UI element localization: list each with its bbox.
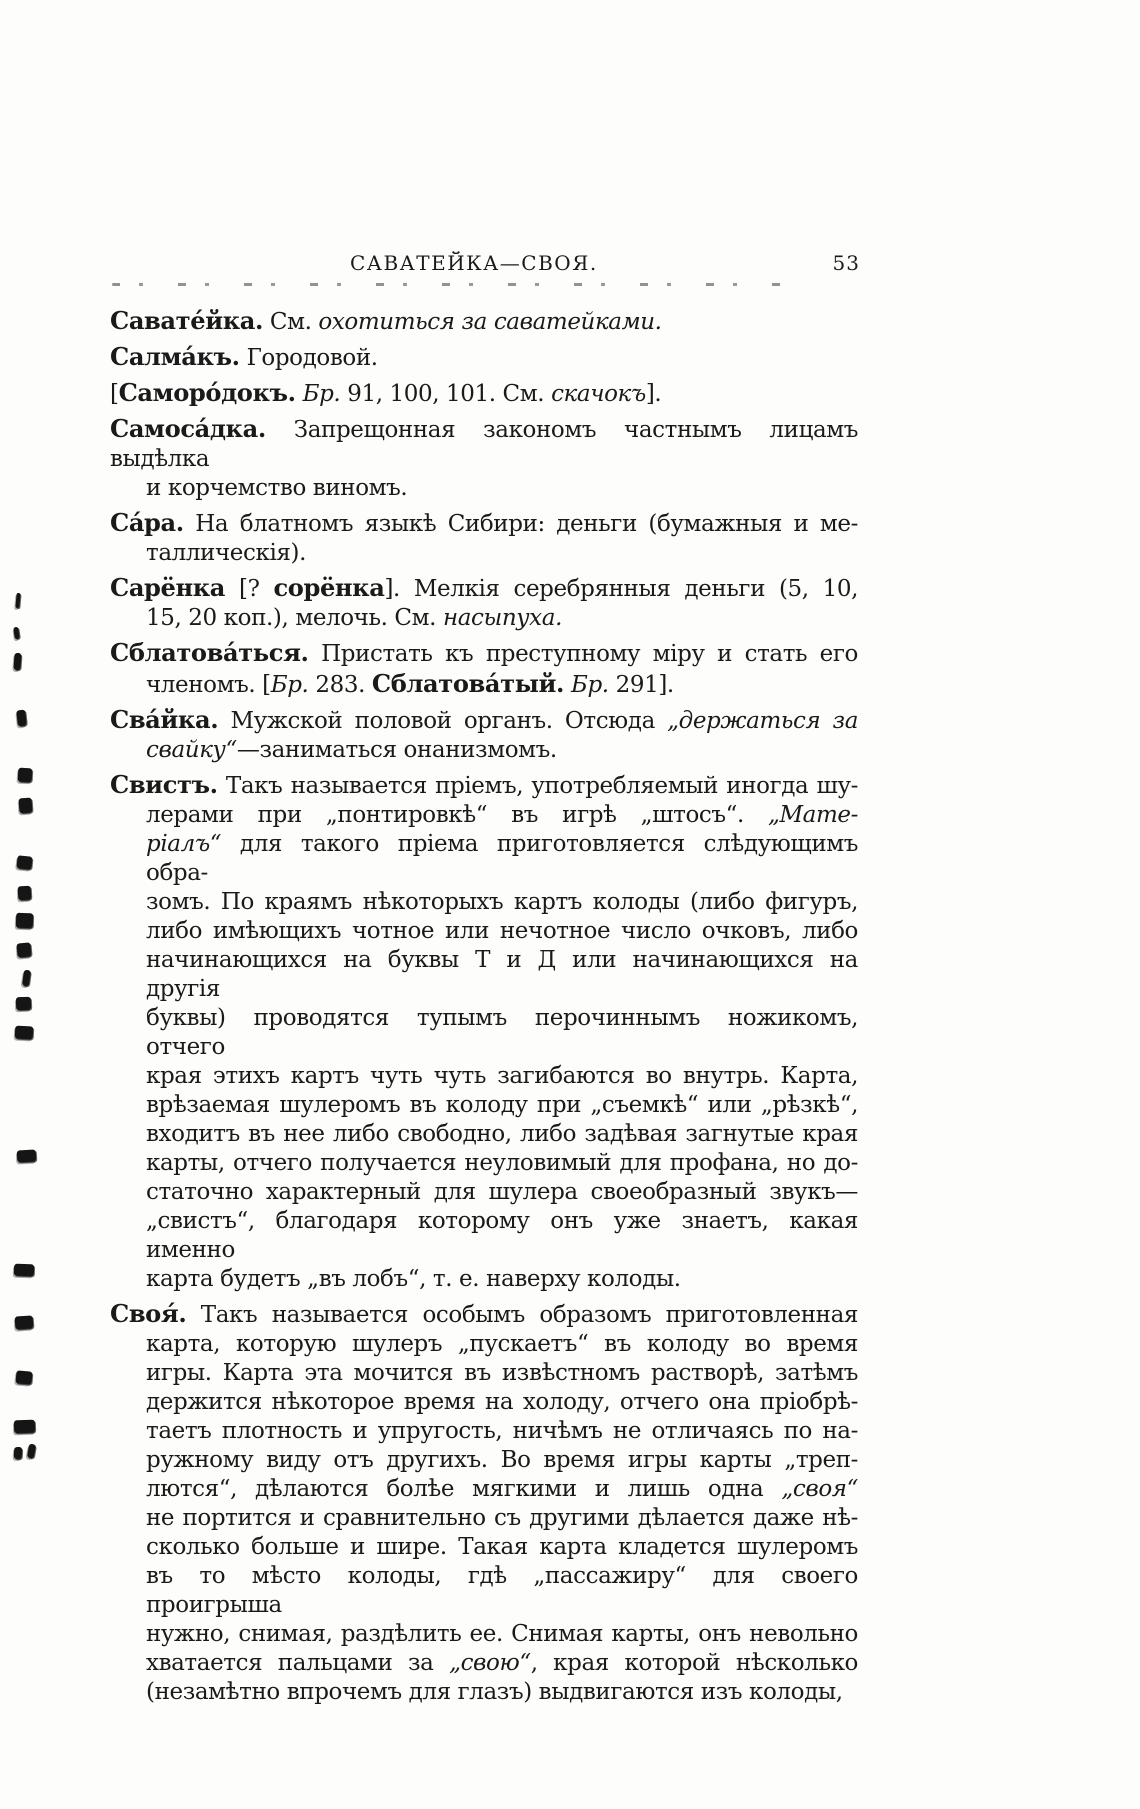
ink-blot xyxy=(14,1447,23,1459)
entry-text: [ xyxy=(110,381,119,407)
entry-text: „Мате- xyxy=(768,802,858,828)
ink-blot xyxy=(15,1026,34,1040)
entry-line xyxy=(110,1299,858,1330)
entry-text: Бр. xyxy=(570,672,609,698)
entry-line xyxy=(110,1446,858,1475)
headword-text: Саморо́докъ. xyxy=(118,378,296,407)
entry-text: 291]. xyxy=(608,672,674,698)
entry-text: либо имѣющихъ чотное или нечотное число очковъ, либо xyxy=(146,918,858,944)
entry-text: лерами при „понтировкѣ“ въ игрѣ „штосъ“. xyxy=(146,802,769,828)
ink-blot xyxy=(16,942,31,957)
ink-blot xyxy=(16,913,34,929)
dictionary-entry xyxy=(110,508,858,568)
entry-line xyxy=(110,508,858,539)
headword-text: сорёнка xyxy=(273,573,385,602)
entry-text xyxy=(296,381,303,407)
entry-text: скачокъ xyxy=(551,381,646,407)
entry-text: См. xyxy=(262,309,319,335)
entry-text: зомъ. По краямъ нѣкоторыхъ картъ колоды (либо фигуръ, xyxy=(146,889,858,915)
entry-line xyxy=(110,1207,858,1265)
ink-blot xyxy=(15,1315,34,1329)
entry-text: карты, отчего получается неуловимый для профана, но до- xyxy=(146,1150,858,1176)
entry-line xyxy=(110,770,858,801)
entry-line xyxy=(110,830,858,888)
dictionary-entry xyxy=(110,378,858,409)
entry-text: 91, 100, 101. См. xyxy=(340,381,552,407)
entry-line xyxy=(110,669,858,700)
entry-text: и корчемство виномъ. xyxy=(146,475,408,501)
entry-line xyxy=(110,1678,858,1707)
entry-text: Городовой. xyxy=(239,345,378,371)
entry-text: На блатномъ языкѣ Сибири: деньги (бумажныя и ме- xyxy=(183,511,858,537)
page-number: 53 xyxy=(832,251,860,275)
entry-text: карта будетъ „въ лобъ“, т. е. наверху колоды. xyxy=(146,1266,681,1292)
entry-line xyxy=(110,1417,858,1446)
ink-blot xyxy=(17,1150,37,1163)
entry-line xyxy=(110,378,858,409)
entry-line xyxy=(110,1388,858,1417)
ink-blot xyxy=(14,1264,34,1277)
headword-text: Сва́йка. xyxy=(110,705,219,734)
entry-line xyxy=(110,414,858,474)
ink-blot xyxy=(15,593,20,608)
headword-text: Свистъ. xyxy=(110,770,218,799)
entry-line xyxy=(110,801,858,830)
entry-text: 15, 20 коп.), мелочь. См. xyxy=(146,605,443,631)
entry-text: ріалъ“ xyxy=(146,831,222,857)
entry-line xyxy=(110,917,858,946)
entry-text: таллическія). xyxy=(146,540,307,566)
dictionary-entry xyxy=(110,705,858,765)
entry-text: „держаться за xyxy=(667,708,858,734)
entry-line xyxy=(110,604,858,633)
dictionary-entry xyxy=(110,342,858,373)
entry-text: , края которой нѣсколько xyxy=(530,1650,858,1676)
entry-line xyxy=(110,1178,858,1207)
headword-text: Сблатова́тый. xyxy=(371,669,565,698)
headword-text: Са́ра. xyxy=(110,508,184,537)
entry-text: свайку“ xyxy=(146,737,237,763)
entry-text: края этихъ картъ чуть чуть загибаются во внутрь. Карта, xyxy=(146,1063,858,1089)
ink-blot xyxy=(18,798,32,814)
entry-line xyxy=(110,888,858,917)
dictionary-entry xyxy=(110,770,858,1294)
entry-text: Мужской половой органъ. Отсюда xyxy=(218,708,668,734)
entry-line xyxy=(110,1359,858,1388)
headword-text: Самоса́дка. xyxy=(110,414,266,443)
dictionary-entry xyxy=(110,306,858,337)
entry-text: [? xyxy=(225,576,274,602)
entry-text: буквы) проводятся тупымъ перочиннымъ ножикомъ, отчего xyxy=(146,1005,858,1060)
dictionary-entries xyxy=(110,306,858,1712)
entry-text: карта, которую шулеръ „пускаетъ“ въ колоду во время xyxy=(146,1331,858,1357)
headword-text: Сарёнка xyxy=(110,573,226,602)
entry-line xyxy=(110,736,858,765)
entry-text: Бр. xyxy=(270,672,309,698)
entry-text: „свистъ“, благодаря которому онъ уже знаетъ, какая именно xyxy=(146,1208,858,1263)
entry-text: игры. Карта эта мочится въ извѣстномъ растворѣ, затѣмъ xyxy=(146,1360,858,1386)
ink-blot xyxy=(16,997,31,1011)
entry-line xyxy=(110,573,858,604)
ink-blot xyxy=(16,710,27,727)
dictionary-entry xyxy=(110,414,858,503)
entry-line xyxy=(110,1533,858,1562)
entry-text: сколько больше и шире. Такая карта кладется шулеромъ xyxy=(146,1534,858,1560)
entry-text: —заниматься онанизмомъ. xyxy=(236,737,557,763)
entry-line xyxy=(110,474,858,503)
running-head xyxy=(110,251,860,275)
entry-text: входитъ въ нее либо свободно, либо задѣвая загнутые края xyxy=(146,1121,858,1147)
entry-line xyxy=(110,1649,858,1678)
ink-blot xyxy=(13,627,20,640)
entry-line xyxy=(110,1504,858,1533)
entry-line xyxy=(110,638,858,669)
headword-text: Салма́къ. xyxy=(110,342,240,371)
ink-blot xyxy=(15,1370,32,1384)
entry-text: „своя“ xyxy=(781,1476,858,1502)
entry-line xyxy=(110,705,858,736)
entry-text: „свою“ xyxy=(449,1650,531,1676)
ink-blot xyxy=(22,970,31,987)
entry-text: Такъ называется особымъ образомъ приготовленная xyxy=(186,1302,858,1328)
entry-text: держится нѣкоторое время на холоду, отчего она пріобрѣ- xyxy=(146,1389,858,1415)
ink-blot xyxy=(16,855,32,869)
dictionary-entry xyxy=(110,638,858,700)
dictionary-entry xyxy=(110,573,858,633)
entry-line xyxy=(110,1620,858,1649)
entry-line xyxy=(110,1062,858,1091)
headword-text: Савате́йка. xyxy=(110,306,263,335)
entry-text: ]. xyxy=(645,381,662,407)
entry-text: не портится и сравнительно съ другими дѣлается даже нѣ- xyxy=(146,1505,858,1531)
entry-text: Запрещонная закономъ частнымъ лицамъ выдѣлка xyxy=(110,417,858,472)
ink-blot xyxy=(14,1420,35,1434)
entry-text: въ то мѣсто колоды, гдѣ „пассажиру“ для своего проигрыша xyxy=(146,1563,858,1618)
entry-line xyxy=(110,1330,858,1359)
entry-text: ]. Мелкія серебрянныя деньги (5, 10, xyxy=(384,576,858,602)
entry-text: таетъ плотность и упругость, ничѣмъ не отличаясь по на- xyxy=(146,1418,858,1444)
entry-text xyxy=(564,672,571,698)
entry-line xyxy=(110,1562,858,1620)
entry-text: для такого пріема приготовляется слѣдующимъ обра- xyxy=(146,831,858,886)
entry-text: нужно, снимая, раздѣлить ее. Снимая карты, онъ невольно xyxy=(146,1621,858,1647)
dictionary-entry xyxy=(110,1299,858,1707)
entry-line xyxy=(110,342,858,373)
entry-line xyxy=(110,1149,858,1178)
running-head-title: САВАТЕЙКА—СВОЯ. xyxy=(350,251,598,275)
entry-text: начинающихся на буквы Т и Д или начинающихся на другія xyxy=(146,947,858,1002)
entry-text: охотиться за саватейками. xyxy=(318,309,662,335)
ink-blot xyxy=(27,1443,36,1458)
entry-line xyxy=(110,1265,858,1294)
entry-line xyxy=(110,539,858,568)
entry-text: ружному виду отъ другихъ. Во время игры карты „треп- xyxy=(146,1447,858,1473)
ink-blot xyxy=(13,653,21,670)
headword-text: Сблатова́ться. xyxy=(110,638,309,667)
entry-text: лются“, дѣлаются болѣе мягкими и лишь одна xyxy=(146,1476,782,1502)
entry-text: (незамѣтно впрочемъ для глазъ) выдвигаются изъ колоды, xyxy=(146,1679,843,1705)
entry-line xyxy=(110,1004,858,1062)
entry-line xyxy=(110,1120,858,1149)
entry-text: 283. xyxy=(308,672,372,698)
entry-line xyxy=(110,946,858,1004)
header-rule xyxy=(112,283,792,286)
entry-text: Бр. xyxy=(302,381,341,407)
entry-text: Такъ называется пріемъ, употребляемый иногда шу- xyxy=(217,773,858,799)
headword-text: Своя́. xyxy=(110,1299,187,1328)
ink-blot xyxy=(18,768,33,783)
entry-text: статочно характерный для шулера своеобразный звукъ— xyxy=(146,1179,858,1205)
entry-line xyxy=(110,1091,858,1120)
entry-text: хватается пальцами за xyxy=(146,1650,450,1676)
entry-text: насыпуха. xyxy=(442,605,562,631)
entry-text: врѣзаемая шулеромъ въ колоду при „съемкѣ“ или „рѣзкѣ“, xyxy=(146,1092,858,1118)
entry-line xyxy=(110,1475,858,1504)
entry-line xyxy=(110,306,858,337)
ink-blot xyxy=(18,886,32,901)
entry-text: Пристать къ преступному міру и стать его xyxy=(308,641,858,667)
entry-text: членомъ. [ xyxy=(146,672,271,698)
